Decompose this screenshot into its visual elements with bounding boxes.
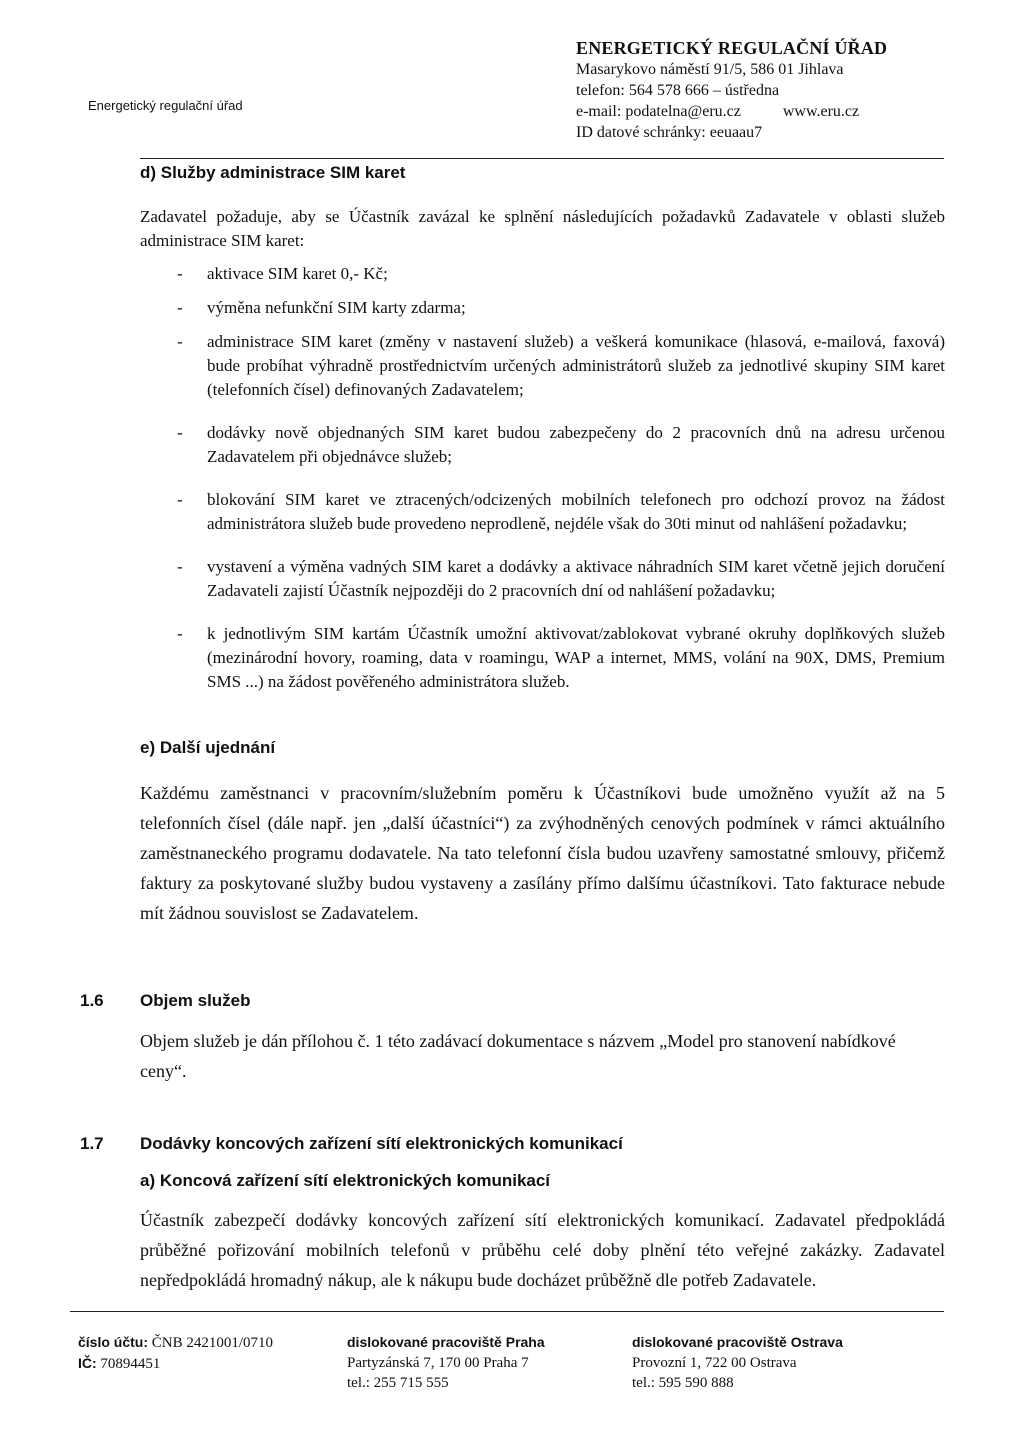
header-address: Masarykovo náměstí 91/5, 586 01 Jihlava: [576, 61, 844, 78]
section-e-text: Každému zaměstnanci v pracovním/služebním poměru k Účastníkovi bude umožněno využít až na 5 telefonních čísel (dále např. jen „další účastníci“) za zvýhodněných cenových podmínek v rámci aktuálního zaměstnaneckého programu dodavatele. Na tato telefonní čísla budou uzavřeny samostatné smlouvy, přičemž faktury za poskytované služby budou vystaveny a zasílány přímo dalšímu účastníkovi. Tato fakturace nebude mít žádnou souvislost se Zadavatelem.: [140, 783, 945, 923]
list-item: - výměna nefunkční SIM karty zdarma;: [150, 296, 945, 320]
footer-ostrava-block: [632, 1332, 843, 1393]
header-web: www.eru.cz: [782, 103, 860, 120]
header-email: e-mail: podatelna@eru.cz: [576, 103, 741, 120]
header-org-title: ENERGETICKÝ REGULAČNÍ ÚŘAD: [576, 38, 888, 58]
header-phone: telefon: 564 578 666 – ústředna: [576, 82, 780, 99]
header-divider: [140, 158, 944, 159]
list-item: - k jednotlivým SIM kartám Účastník umožní aktivovat/zablokovat vybrané okruhy doplňkových služeb (mezinárodní hovory, roaming, data v roamingu, WAP a internet, MMS, volání na 90X, DMS, Premium SMS ...) na žádost pověřeného administrátora služeb.: [150, 622, 945, 694]
footer-praha-block: [347, 1332, 545, 1393]
footer-ostrava-phone: tel.: 595 590 888: [632, 1375, 734, 1391]
list-item: - aktivace SIM karet 0,- Kč;: [150, 262, 945, 286]
footer-account-value: ČNB 2421001/0710: [151, 1335, 274, 1351]
header-org-short: Energetický regulační úřad: [88, 98, 243, 113]
section-1-6-heading: Objem služeb: [140, 991, 251, 1010]
footer-account-block: [78, 1332, 273, 1374]
section-d-heading: d) Služby administrace SIM karet: [140, 163, 406, 182]
section-1-7-text: Účastník zabezpečí dodávky koncových zařízení sítí elektronických komunikací. Zadavatel předpokládá průběžné pořizování mobilních telefonů v průběhu celé doby plnění této veřejné zakázky. Zadavatel nepředpokládá hromadný nákup, ale k nákupu bude docházet průběžně dle potřeb Zadavatele.: [140, 1210, 945, 1290]
section-1-6-text: Objem služeb je dán přílohou č. 1 této zadávací dokumentace s názvem „Model pro stanovení nabídkové ceny“.: [140, 1031, 896, 1081]
list-item: - vystavení a výměna vadných SIM karet a dodávky a aktivace náhradních SIM karet včetně jejich doručení Zadavateli zajistí Účastník nejpozději do 2 pracovních dní od nahlášení požadavku;: [150, 555, 945, 603]
header-contact-block: [576, 38, 887, 143]
section-1-7-number: 1.7: [80, 1134, 104, 1153]
footer-divider: [70, 1311, 944, 1312]
footer-ostrava-title: dislokované pracoviště Ostrava: [632, 1334, 843, 1350]
header-email-web-line: [576, 101, 887, 122]
list-item: - administrace SIM karet (změny v nastavení služeb) a veškerá komunikace (hlasová, e-mailová, faxová) bude probíhat výhradně prostřednictvím určených administrátorů služeb za jednotlivé skupiny SIM karet (telefonních čísel) definovaných Zadavatelem;: [150, 330, 945, 402]
footer-praha-phone: tel.: 255 715 555: [347, 1375, 449, 1391]
footer-account-label: číslo účtu:: [78, 1334, 149, 1350]
section-d-intro: Zadavatel požaduje, aby se Účastník zavázal ke splnění následujících požadavků Zadavatele v oblasti služeb administrace SIM karet:: [140, 207, 945, 250]
section-d-list: [150, 262, 945, 713]
footer-ostrava-address: Provozní 1, 722 00 Ostrava: [632, 1355, 797, 1371]
header-data-box: ID datové schránky: eeuaau7: [576, 124, 763, 141]
footer-ic-value: 70894451: [100, 1356, 161, 1372]
list-item: - blokování SIM karet ve ztracených/odcizených mobilních telefonech pro odchozí provoz na žádost administrátora služeb bude provedeno neprodleně, nejdéle však do 30ti minut od nahlášení požadavku;: [150, 488, 945, 536]
section-1-7-subheading: a) Koncová zařízení sítí elektronických komunikací: [140, 1171, 551, 1190]
list-item: - dodávky nově objednaných SIM karet budou zabezpečeny do 2 pracovních dnů na adresu určenou Zadavatelem při objednávce služeb;: [150, 421, 945, 469]
footer-praha-address: Partyzánská 7, 170 00 Praha 7: [347, 1355, 529, 1371]
footer-praha-title: dislokované pracoviště Praha: [347, 1334, 545, 1350]
footer-ic-label: IČ:: [78, 1355, 97, 1371]
section-1-7-heading: Dodávky koncových zařízení sítí elektronických komunikací: [140, 1134, 623, 1153]
section-1-6-number: 1.6: [80, 991, 104, 1010]
section-e-heading: e) Další ujednání: [140, 738, 276, 757]
